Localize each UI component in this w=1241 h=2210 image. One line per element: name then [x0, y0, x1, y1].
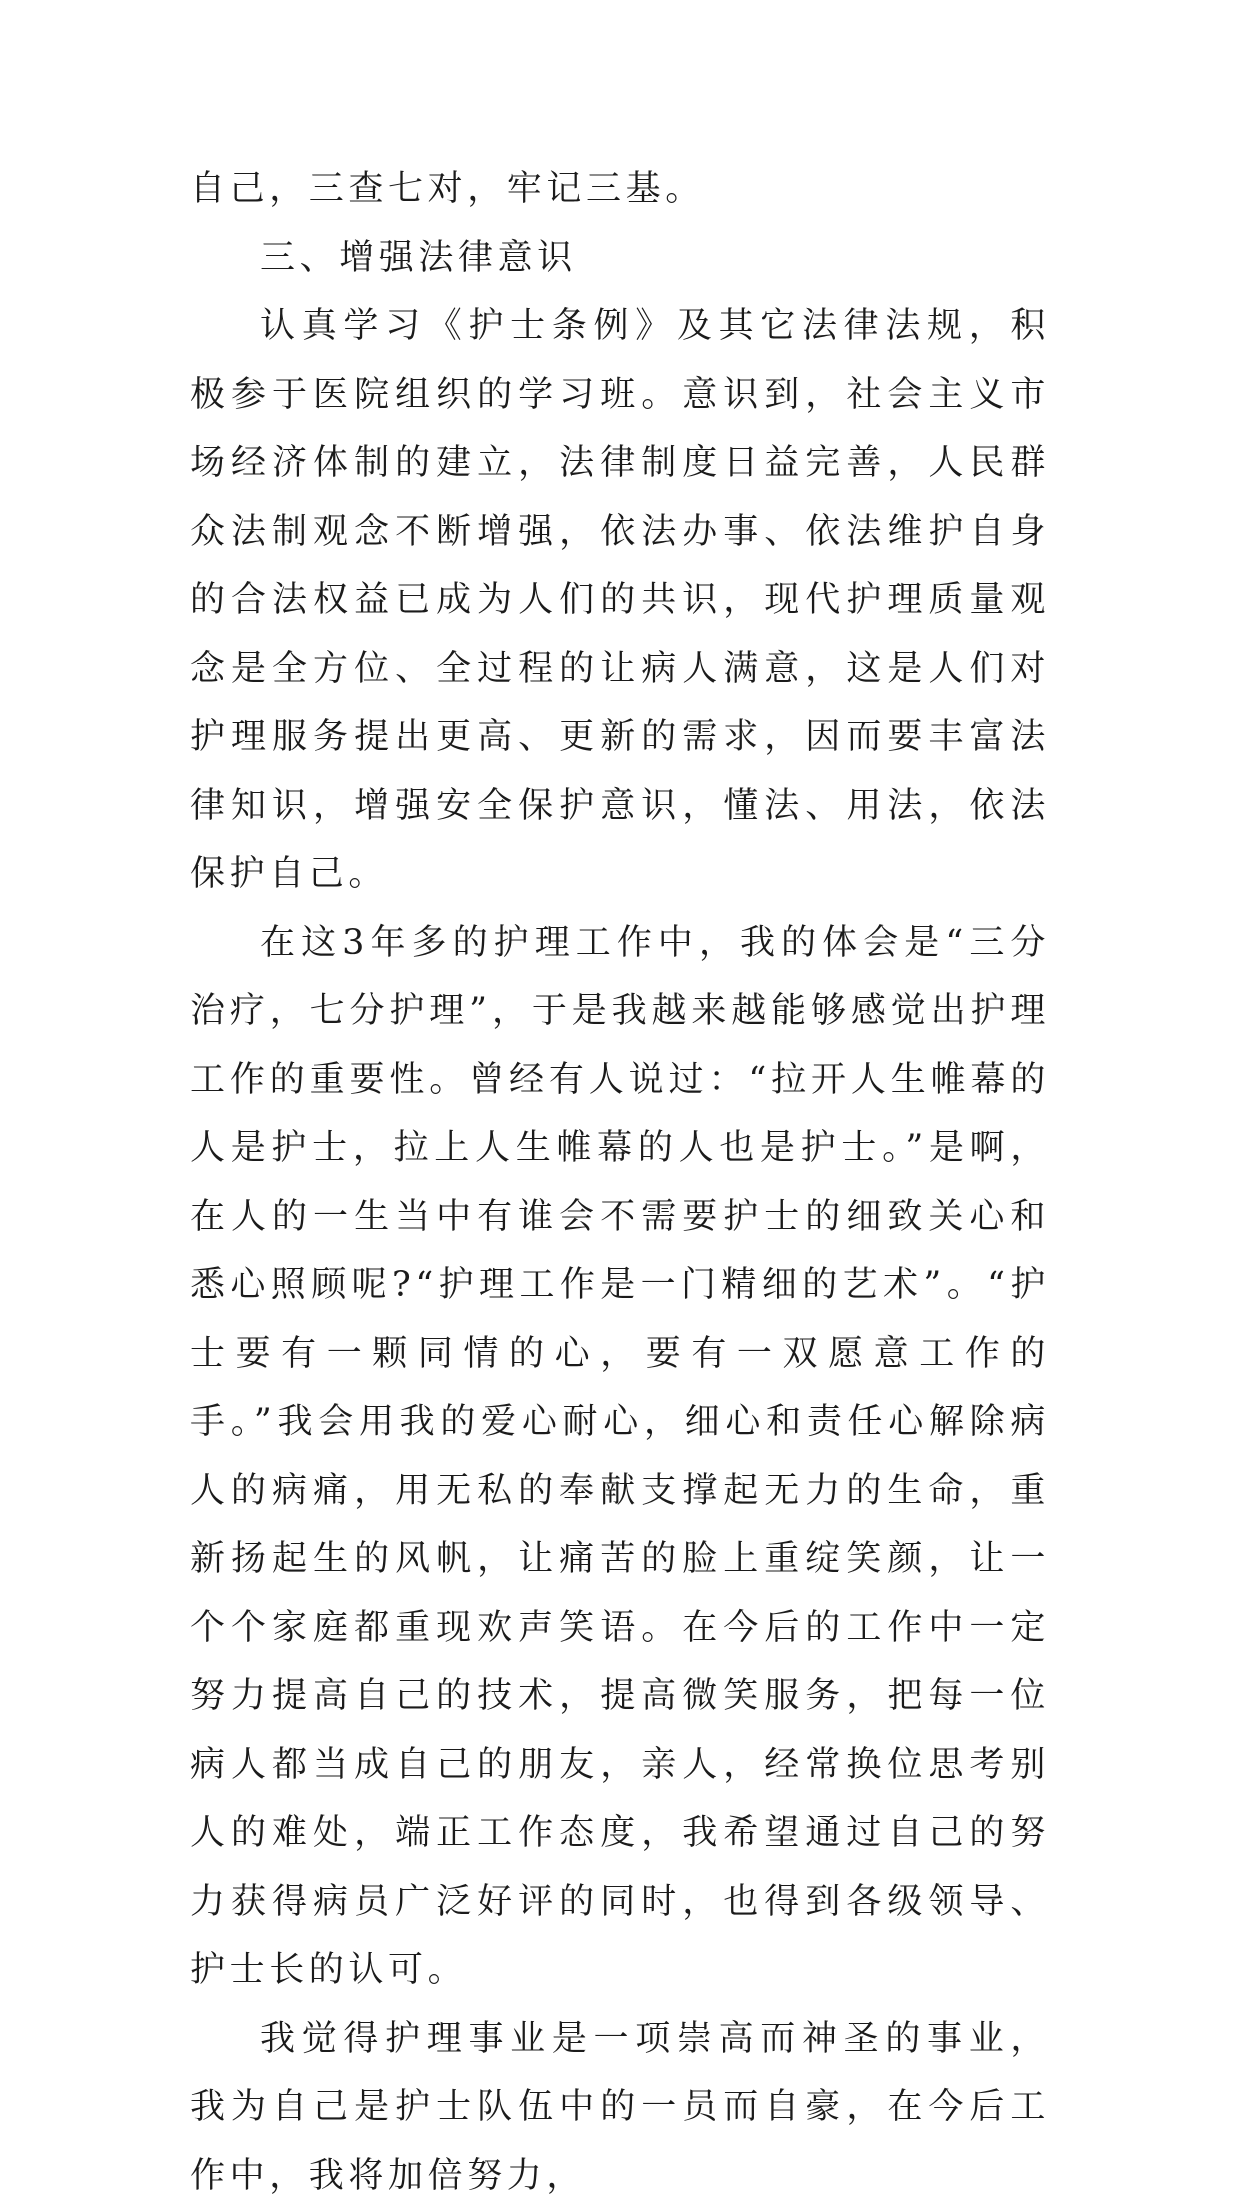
paragraph-conclusion: 我觉得护理事业是一项崇高而神圣的事业，我为自己是护士队伍中的一员而自豪，在今后工作中，我将加倍努力，	[190, 2005, 1050, 2210]
document-body	[190, 155, 1050, 2210]
section-heading: 三、增强法律意识	[190, 224, 1050, 293]
paragraph-nursing-experience: 在这3年多的护理工作中，我的体会是“三分治疗，七分护理”，于是我越来越能够感觉出护理工作的重要性。曾经有人说过：“拉开人生帷幕的人是护士，拉上人生帷幕的人也是护士。”是啊，在人的一生当中有谁会不需要护士的细致关心和悉心照顾呢?“护理工作是一门精细的艺术”。“护士要有一颗同情的心，要有一双愿意工作的手。”我会用我的爱心耐心，细心和责任心解除病人的病痛，用无私的奉献支撑起无力的生命，重新扬起生的风帆，让痛苦的脸上重绽笑颜，让一个个家庭都重现欢声笑语。在今后的工作中一定努力提高自己的技术，提高微笑服务，把每一位病人都当成自己的朋友，亲人，经常换位思考别人的难处，端正工作态度，我希望通过自己的努力获得病员广泛好评的同时，也得到各级领导、护士长的认可。	[190, 909, 1050, 2005]
paragraph-legal-awareness: 认真学习《护士条例》及其它法律法规，积极参于医院组织的学习班。意识到，社会主义市场经济体制的建立，法律制度日益完善，人民群众法制观念不断增强，依法办事、依法维护自身的合法权益已成为人们的共识，现代护理质量观念是全方位、全过程的让病人满意，这是人们对护理服务提出更高、更新的需求，因而要丰富法律知识，增强安全保护意识，懂法、用法，依法保护自己。	[190, 292, 1050, 909]
paragraph-continuation: 自己，三查七对，牢记三基。	[190, 155, 1050, 224]
